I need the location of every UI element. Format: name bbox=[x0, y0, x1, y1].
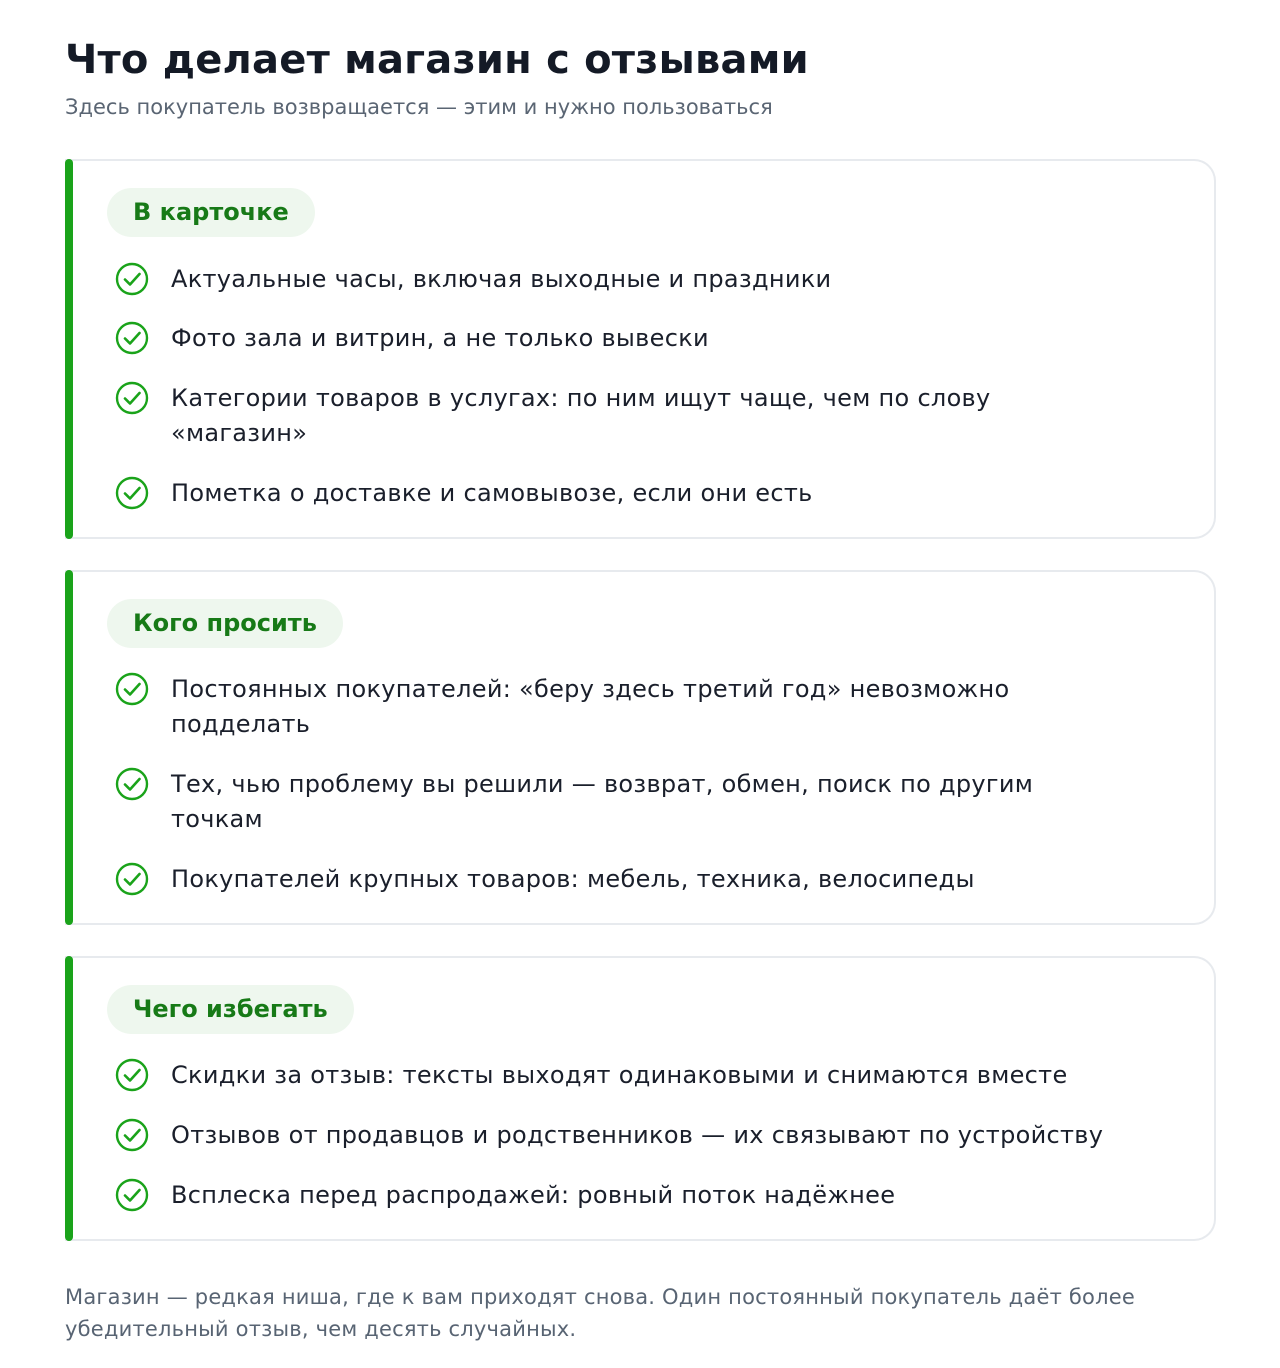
list-item-text: Скидки за отзыв: тексты выходят одинаковыми и снимаются вместе bbox=[171, 1061, 1068, 1089]
list-item-text: Категории товаров в услугах: по ним ищут чаще, чем по слову «магазин» bbox=[171, 384, 991, 447]
list-item-text: Покупателей крупных товаров: мебель, техника, велосипеды bbox=[171, 865, 975, 893]
page-subtitle: Здесь покупатель возвращается — этим и нужно пользоваться bbox=[65, 95, 773, 119]
section-card-whom-to-ask bbox=[65, 570, 1216, 925]
check-circle-icon bbox=[115, 862, 149, 896]
check-circle-icon bbox=[115, 1178, 149, 1212]
section-card-profile bbox=[65, 159, 1216, 539]
list-item-text: Актуальные часы, включая выходные и праздники bbox=[171, 265, 832, 293]
footer-note: Магазин — редкая ниша, где к вам приходят снова. Один постоянный покупатель даёт более убедительный отзыв, чем десять случайных. bbox=[65, 1285, 1135, 1341]
section-label: Чего избегать bbox=[107, 985, 354, 1034]
list-item-text: Отзывов от продавцов и родственников — их связывают по устройству bbox=[171, 1121, 1104, 1149]
section-label: В карточке bbox=[107, 188, 315, 237]
check-circle-icon bbox=[115, 1058, 149, 1092]
check-circle-icon bbox=[115, 262, 149, 296]
section-label: Кого просить bbox=[107, 599, 343, 648]
page-title: Что делает магазин с отзывами bbox=[65, 37, 809, 83]
list-item-text: Пометка о доставке и самовывозе, если они есть bbox=[171, 479, 813, 507]
page bbox=[65, 36, 1216, 1341]
list-item-text: Тех, чью проблему вы решили — возврат, обмен, поиск по другим точкам bbox=[171, 770, 1034, 833]
check-circle-icon bbox=[115, 381, 149, 415]
check-circle-icon bbox=[115, 321, 149, 355]
check-circle-icon bbox=[115, 476, 149, 510]
check-circle-icon bbox=[115, 672, 149, 706]
section-card-what-to-avoid bbox=[65, 956, 1216, 1241]
check-circle-icon bbox=[115, 767, 149, 801]
list-item-text: Всплеска перед распродажей: ровный поток надёжнее bbox=[171, 1181, 896, 1209]
list-item-text: Фото зала и витрин, а не только вывески bbox=[171, 324, 709, 352]
list-item-text: Постоянных покупателей: «беру здесь третий год» невозможно подделать bbox=[171, 675, 1010, 738]
check-circle-icon bbox=[115, 1118, 149, 1152]
